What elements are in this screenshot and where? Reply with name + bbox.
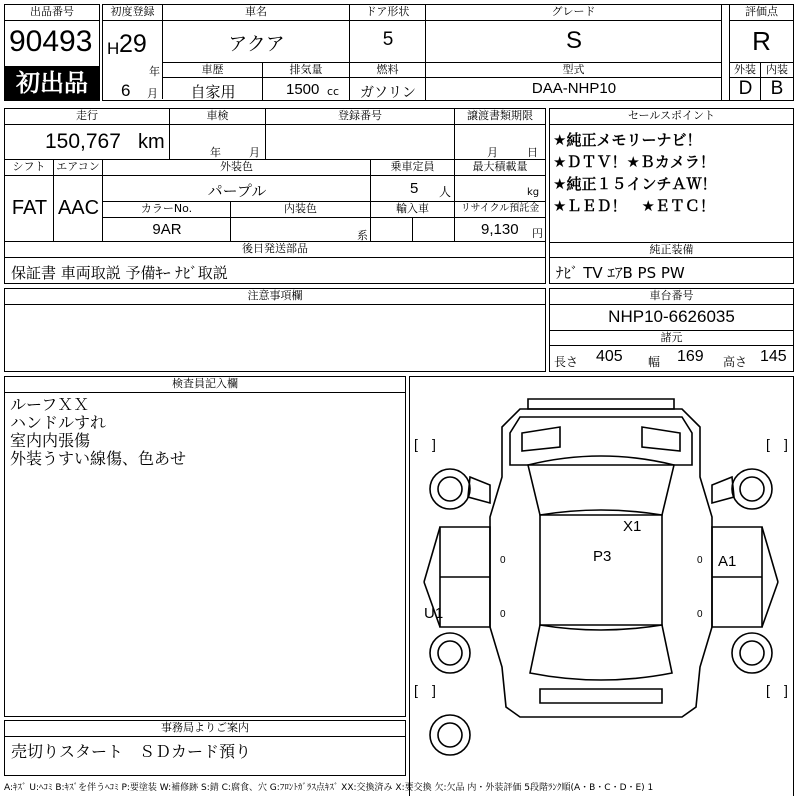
damage-mark-u1: U1	[424, 605, 444, 622]
bracket-right-front-close: ]	[784, 436, 788, 452]
length-label: 長さ	[554, 355, 579, 369]
inspector-line: ハンドルすれ	[10, 413, 107, 432]
svg-text:0: 0	[697, 609, 703, 620]
exterior-label: 外装	[730, 63, 761, 78]
fuel: ガソリン	[360, 85, 416, 101]
svg-text:0: 0	[697, 555, 703, 566]
sales-point: ★純正１５インチＡＷ！	[553, 175, 717, 193]
mileage-unit: km	[138, 131, 165, 153]
load-unit: kg	[527, 187, 540, 198]
later-parts-label: 後日発送部品	[5, 242, 545, 258]
grade-label: グレード	[426, 5, 722, 21]
car-name-label: 車名	[163, 5, 350, 21]
recycle-deposit: 9,130	[481, 221, 519, 238]
sales-points-label: セールスポイント	[550, 109, 793, 125]
spare-wheel	[430, 715, 470, 755]
car-outline-svg	[410, 377, 793, 791]
sales-point: ★ＬＥＤ！ ★ＥＴＣ！	[553, 197, 715, 215]
lot-number: 90493	[9, 25, 93, 58]
color-label: 外装色	[103, 160, 371, 176]
office-box	[4, 720, 406, 776]
bracket-left-front-close: ]	[432, 436, 436, 452]
displacement-unit: cc	[327, 85, 340, 98]
right-mirror	[712, 477, 734, 503]
grade: S	[565, 27, 582, 54]
interior-grade: B	[770, 78, 784, 99]
reg-number-cell	[266, 125, 455, 160]
model-label: 型式	[426, 63, 722, 78]
year-unit: 年	[149, 65, 160, 78]
bracket-left-rear: [	[414, 682, 418, 698]
sales-points-box	[549, 108, 794, 284]
bracket-left-front: [	[414, 436, 418, 452]
bracket-right-rear-close: ]	[784, 682, 788, 698]
car-diagram	[409, 376, 794, 796]
color: パープル	[207, 182, 267, 200]
wheel-front-left	[430, 469, 470, 509]
displacement-label: 排気量	[263, 63, 350, 78]
left-mirror	[468, 477, 490, 503]
int-color-cell	[231, 218, 371, 242]
color-no: 9AR	[152, 221, 182, 238]
inspection-year-unit: 年	[210, 146, 221, 159]
wheel-rear-right	[732, 633, 772, 673]
sales-point: ★純正メモリーナビ！	[553, 131, 702, 149]
oem-equipment-label: 純正装備	[550, 242, 793, 258]
transfer-month-unit: 月	[487, 146, 498, 159]
int-color-label: 内装色	[231, 202, 371, 218]
chassis-label: 車台番号	[550, 289, 793, 305]
recycle-unit: 円	[532, 227, 543, 240]
rear-bumper	[540, 689, 662, 703]
door-label: ドア形状	[350, 5, 426, 21]
inspection-label: 車検	[170, 109, 266, 125]
later-parts: 保証書 車両取説 予備ｷｰ ﾅﾋﾞ取説	[11, 264, 228, 282]
bracket-right-rear: [	[766, 682, 770, 698]
hood	[510, 417, 692, 465]
legend: A:ｷｽﾞ U:ﾍｺﾐ B:ｷｽﾞを伴うﾍｺﾐ P:要塗装 W:補修跡 S:錆 C:腐食、穴 G:ﾌﾛﾝﾄｶﾞﾗｽ点ｷｽﾞ XX:交換済み X:要交換 欠:欠品 内・外装評価 5段階ﾗﾝｸ順(A・B・C・D・E) 1	[4, 783, 654, 793]
chassis-number: NHP10-6626035	[608, 307, 735, 326]
vehicle-summary	[102, 4, 794, 101]
transfer-label: 譲渡書類期限	[455, 109, 545, 125]
width: 169	[677, 348, 704, 365]
notes-label: 注意事項欄	[5, 289, 545, 305]
dims-label: 諸元	[550, 330, 793, 346]
recycle-label: リサイクル預託金	[455, 202, 545, 218]
inspector-line: 室内内張傷	[10, 431, 91, 450]
reg-month: 6	[121, 81, 131, 100]
interior-label: 内装	[761, 63, 793, 78]
height-label: 高さ	[723, 355, 748, 369]
notes-box	[4, 288, 546, 372]
roof	[540, 515, 662, 625]
mileage-label: 走行	[5, 109, 170, 125]
height: 145	[760, 348, 787, 365]
first-listing-badge: 初出品	[5, 66, 99, 100]
inspector-line: ルーフＸＸ	[10, 395, 90, 414]
car-name: アクア	[228, 33, 285, 55]
reg-number-label: 登録番号	[266, 109, 455, 125]
ac-label: エアコン	[54, 160, 103, 176]
inspection-month-unit: 月	[249, 146, 260, 159]
lot-number-label: 出品番号	[5, 5, 99, 21]
transfer-day-unit: 日	[527, 146, 538, 159]
model: DAA-NHP10	[531, 80, 617, 97]
sales-points-list	[553, 129, 716, 217]
svg-text:0: 0	[500, 555, 506, 566]
fuel-label: 燃料	[350, 63, 426, 78]
width-label: 幅	[648, 355, 661, 369]
rear-window	[530, 625, 672, 680]
sales-point: ★ＤＴＶ！★Ｂカメラ！	[553, 153, 715, 171]
lot-box	[4, 4, 100, 101]
shift: FAT	[11, 197, 48, 219]
score-label: 評価点	[730, 5, 793, 21]
inspector-box	[4, 376, 406, 717]
first-reg-label: 初度登録	[103, 5, 163, 21]
office-note: 売切りスタート ＳＤカード預り	[11, 742, 252, 761]
inspector-notes	[10, 396, 186, 468]
bracket-left-rear-close: ]	[432, 682, 436, 698]
capacity-unit: 人	[439, 185, 452, 199]
office-label: 事務局よりご案内	[5, 721, 405, 737]
int-color-unit: 系	[357, 229, 368, 242]
shift-label: シフト	[5, 160, 54, 176]
damage-mark-x1: X1	[623, 518, 642, 535]
door-type: 5	[382, 29, 394, 50]
mileage: 150,767	[45, 130, 121, 153]
oem-equipment: ﾅﾋﾞ TV ｴｱB PS PW	[556, 264, 685, 282]
capacity-label: 乗車定員	[371, 160, 455, 176]
score-cell	[722, 5, 730, 100]
reg-year: 29	[119, 30, 147, 58]
exterior-grade: D	[738, 78, 753, 99]
length: 405	[596, 348, 623, 365]
svg-text:0: 0	[500, 609, 506, 620]
era: H	[107, 39, 120, 58]
displacement: 1500	[286, 81, 320, 98]
air-conditioner: AAC	[57, 197, 100, 219]
import-label: 輸入車	[371, 202, 455, 218]
front-bumper	[528, 399, 674, 409]
bracket-right-front: [	[766, 436, 770, 452]
import-cell-b	[413, 218, 455, 242]
month-unit: 月	[147, 87, 158, 100]
load-label: 最大積載量	[455, 160, 545, 176]
import-cell-a	[371, 218, 413, 242]
left-doors	[440, 527, 490, 627]
damage-mark-p3: P3	[593, 548, 612, 565]
color-no-label: カラーNo.	[103, 202, 231, 218]
history-label: 車歴	[163, 63, 263, 78]
wheel-rear-left	[430, 633, 470, 673]
inspector-label: 検査員記入欄	[5, 377, 405, 393]
vehicle-details	[4, 108, 546, 284]
wheel-front-right	[732, 469, 772, 509]
history: 自家用	[190, 83, 236, 101]
capacity: 5	[410, 180, 419, 197]
right-doors	[712, 527, 762, 627]
inspector-line: 外装うすい線傷、色あせ	[10, 449, 187, 468]
damage-mark-a1: A1	[718, 553, 737, 570]
chassis-box	[549, 288, 794, 372]
score: R	[752, 26, 771, 56]
